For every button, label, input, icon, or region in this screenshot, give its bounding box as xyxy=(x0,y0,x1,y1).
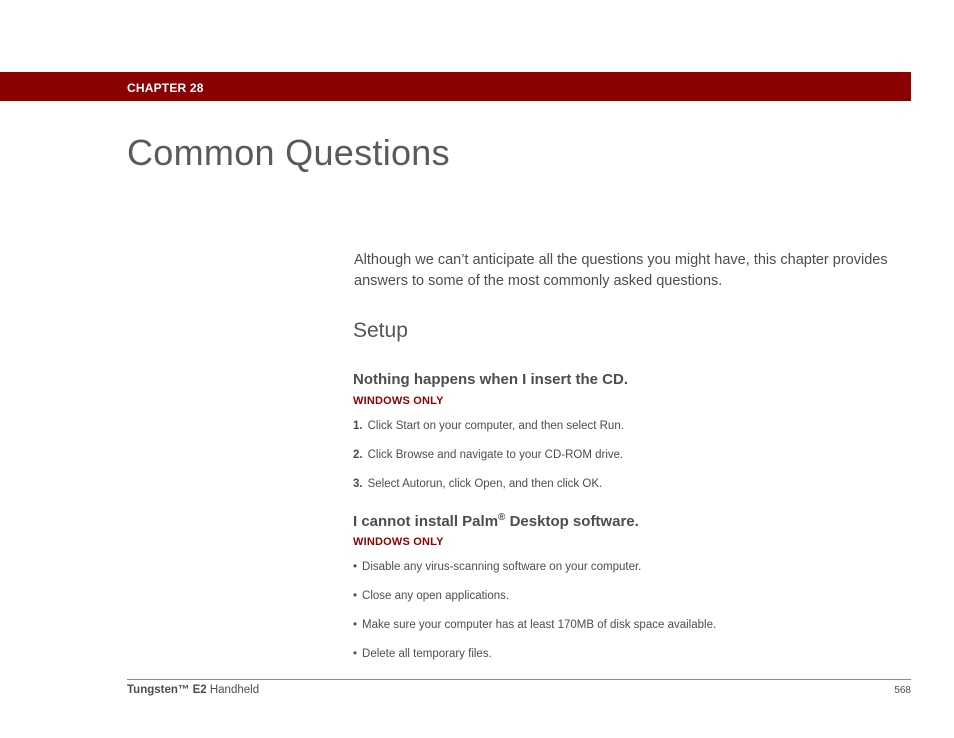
product-name: Tungsten™ E2 xyxy=(127,684,207,696)
list-item-text: Close any open applications. xyxy=(362,590,510,602)
step-text: Select Autorun, click Open, and then click OK. xyxy=(367,478,603,490)
list-item-text: Delete all temporary files. xyxy=(362,648,492,660)
section-heading-setup: Setup xyxy=(353,319,408,342)
question-title-part: I cannot install Palm xyxy=(353,513,499,530)
registered-mark: ® xyxy=(498,512,506,523)
bullet-icon: • xyxy=(353,619,358,631)
chapter-label: CHAPTER 28 xyxy=(127,81,204,95)
page-number: 568 xyxy=(894,685,911,696)
list-item xyxy=(353,619,716,631)
step-number: 2. xyxy=(353,449,363,461)
question-title-cd: Nothing happens when I insert the CD. xyxy=(353,371,629,388)
platform-badge: WINDOWS ONLY xyxy=(353,536,444,548)
list-item xyxy=(353,648,492,660)
list-item xyxy=(353,590,509,602)
step-number: 3. xyxy=(353,478,363,490)
question-title-part: Desktop software. xyxy=(505,513,639,530)
intro-paragraph: Although we can’t anticipate all the questions you might have, this chapter provides answers to some of the most commonly asked questions. xyxy=(354,252,888,289)
step-text: Click Start on your computer, and then select Run. xyxy=(367,420,624,432)
product-suffix: Handheld xyxy=(206,684,260,696)
bullet-icon: • xyxy=(353,561,358,573)
bullet-icon: • xyxy=(353,590,358,602)
step-item xyxy=(353,478,602,490)
platform-badge: WINDOWS ONLY xyxy=(353,395,444,407)
footer-divider xyxy=(127,679,911,680)
bullet-icon: • xyxy=(353,648,358,660)
step-item xyxy=(353,420,624,432)
list-item xyxy=(353,561,641,573)
question-title-desktop xyxy=(353,512,639,530)
page-title: Common Questions xyxy=(127,132,450,173)
list-item-text: Make sure your computer has at least 170MB of disk space available. xyxy=(362,619,717,631)
list-item-text: Disable any virus-scanning software on your computer. xyxy=(362,561,642,573)
step-number: 1. xyxy=(353,420,363,432)
footer-product-name xyxy=(127,684,259,696)
step-text: Click Browse and navigate to your CD-ROM drive. xyxy=(367,449,624,461)
step-item xyxy=(353,449,623,461)
